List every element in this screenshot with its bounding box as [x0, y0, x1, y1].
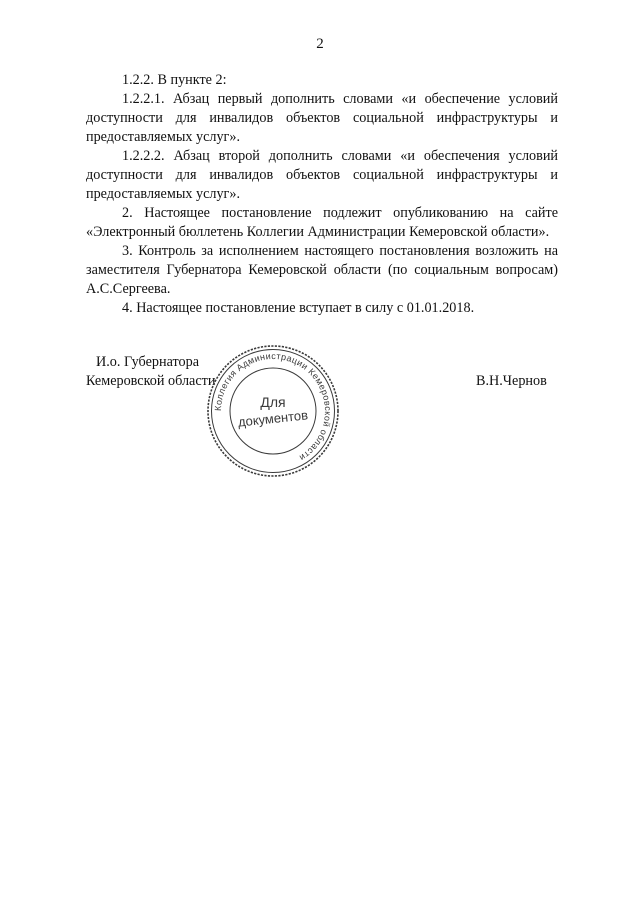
stamp-center-line1: Для: [260, 394, 286, 410]
paragraph-1-2-2: 1.2.2. В пункте 2:: [122, 72, 227, 88]
signer-title-line1: И.о. Губернатора: [96, 354, 199, 370]
paragraph-2: 2. Настоящее постановление подлежит опубликованию на сайте «Электронный бюллетень Коллегии Администрации Кемеровской области».: [86, 205, 558, 240]
document-body: [86, 71, 558, 318]
paragraph-4: 4. Настоящее постановление вступает в силу с 01.01.2018.: [122, 300, 475, 316]
paragraph-3: 3. Контроль за исполнением настоящего постановления возложить на заместителя Губернатора Кемеровской области (по социальным вопросам) А.С.Сергеева.: [86, 243, 558, 297]
signer-name: В.Н.Чернов: [476, 373, 547, 389]
paragraph-1-2-2-1: 1.2.2.1. Абзац первый дополнить словами «и обеспечение условий доступности для инвалидов объектов социальной инфраструктуры и предоставляемых услуг».: [86, 91, 558, 145]
page-number: 2: [316, 36, 324, 52]
stamp-center-line2: документов: [237, 407, 309, 430]
stamp-ring-text: Коллегия Администрации Кемеровской области: [212, 350, 334, 464]
official-stamp: [206, 344, 340, 478]
paragraph-1-2-2-2: 1.2.2.2. Абзац второй дополнить словами «и обеспечения условий доступности для инвалидов объектов социальной инфраструктуры и предоставляемых услуг».: [86, 148, 558, 202]
signer-title-line2: Кемеровской области: [86, 373, 216, 389]
